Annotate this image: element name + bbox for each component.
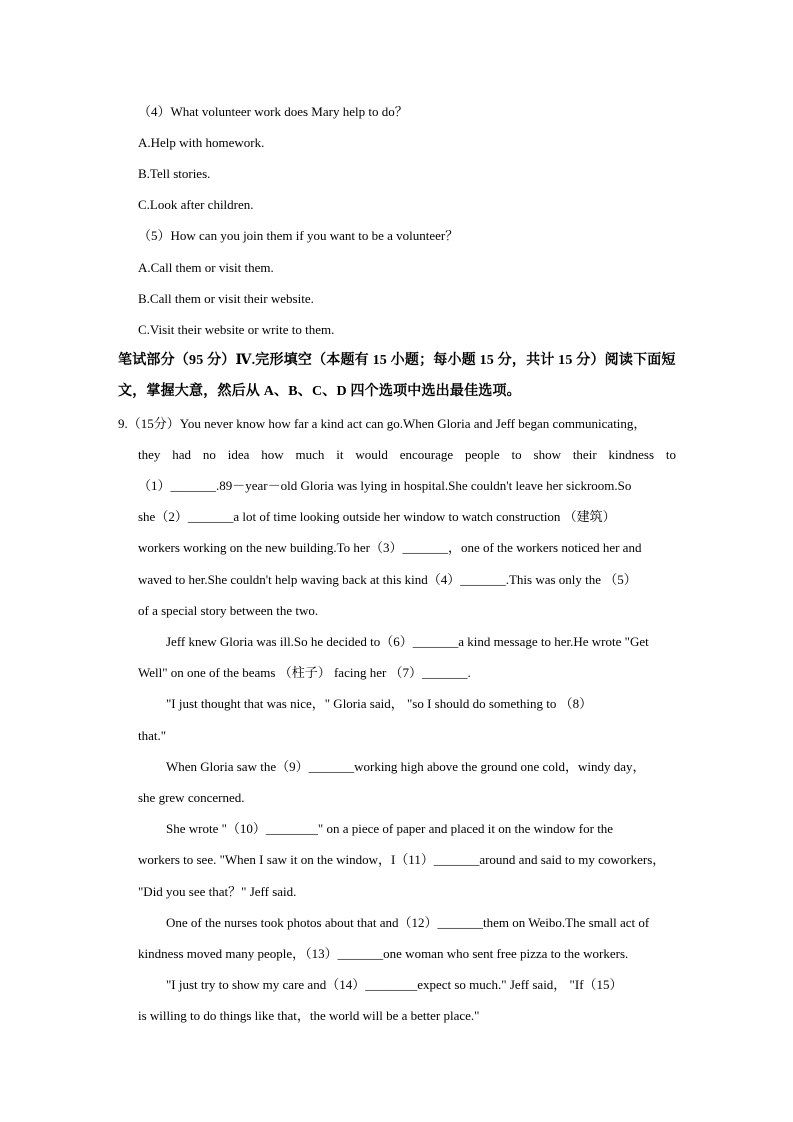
question-5-option-b: B.Call them or visit their website. — [138, 291, 314, 306]
passage-line: 9.（15分）You never know how far a kind act can go.When Gloria and Jeff began communicating， — [118, 416, 647, 431]
passage-line: One of the nurses took photos about that and（12）_______them on Weibo.The small act of — [166, 915, 650, 930]
passage-line: "Did you see that？" Jeff said. — [138, 884, 297, 899]
passage-line: （1）_______.89－year－old Gloria was lying in hospital.She couldn't leave her sickroom.So — [138, 478, 632, 493]
passage-line: that." — [138, 728, 167, 743]
section-header-line-1: 笔试部分（95 分）Ⅳ.完形填空（本题有 15 小题；每小题 15 分，共计 15 分）阅读下面短 — [118, 353, 676, 368]
question-4-option-b: B.Tell stories. — [138, 166, 211, 181]
question-5-option-c: C.Visit their website or write to them. — [138, 322, 335, 337]
passage-line: is willing to do things like that，the world will be a better place." — [138, 1008, 480, 1023]
passage-line: kindness moved many people，（13）_______one woman who sent free pizza to the workers. — [138, 946, 629, 961]
question-4: （4）What volunteer work does Mary help to do？ — [138, 104, 408, 119]
passage-line: "I just try to show my care and（14）________expect so much." Jeff said， "If（15） — [166, 977, 623, 992]
passage-line: workers working on the new building.To her（3）_______，one of the workers noticed her and — [138, 540, 642, 555]
section-header-line-2: 文，掌握大意，然后从 A、B、C、D 四个选项中选出最佳选项。 — [118, 384, 521, 399]
passage-line: "I just thought that was nice，" Gloria said， "so I should do something to （8） — [166, 696, 593, 711]
passage-line: she grew concerned. — [138, 790, 245, 805]
question-4-option-c: C.Look after children. — [138, 197, 254, 212]
question-5: （5）How can you join them if you want to be a volunteer？ — [138, 228, 459, 243]
passage-line: Well" on one of the beams （柱子） facing her （7）_______. — [138, 665, 471, 680]
passage-line: She wrote "（10）________" on a piece of paper and placed it on the window for the — [166, 821, 614, 836]
passage-line: waved to her.She couldn't help waving back at this kind（4）_______.This was only the （5） — [138, 572, 637, 587]
passage-line: Jeff knew Gloria was ill.So he decided to（6）_______a kind message to her.He wrote "Get — [166, 634, 649, 649]
passage-line: she（2）_______a lot of time looking outside her window to watch construction （建筑） — [138, 509, 616, 524]
passage-line: workers to see. "When I saw it on the window，I（11）_______around and said to my coworkers， — [138, 852, 666, 867]
passage-line: they had no idea how much it would encourage people to show their kindness to — [138, 447, 676, 462]
passage-line: When Gloria saw the（9）_______working high above the ground one cold，windy day， — [166, 759, 646, 774]
passage-line: of a special story between the two. — [138, 603, 319, 618]
question-4-option-a: A.Help with homework. — [138, 135, 265, 150]
question-5-option-a: A.Call them or visit them. — [138, 260, 274, 275]
